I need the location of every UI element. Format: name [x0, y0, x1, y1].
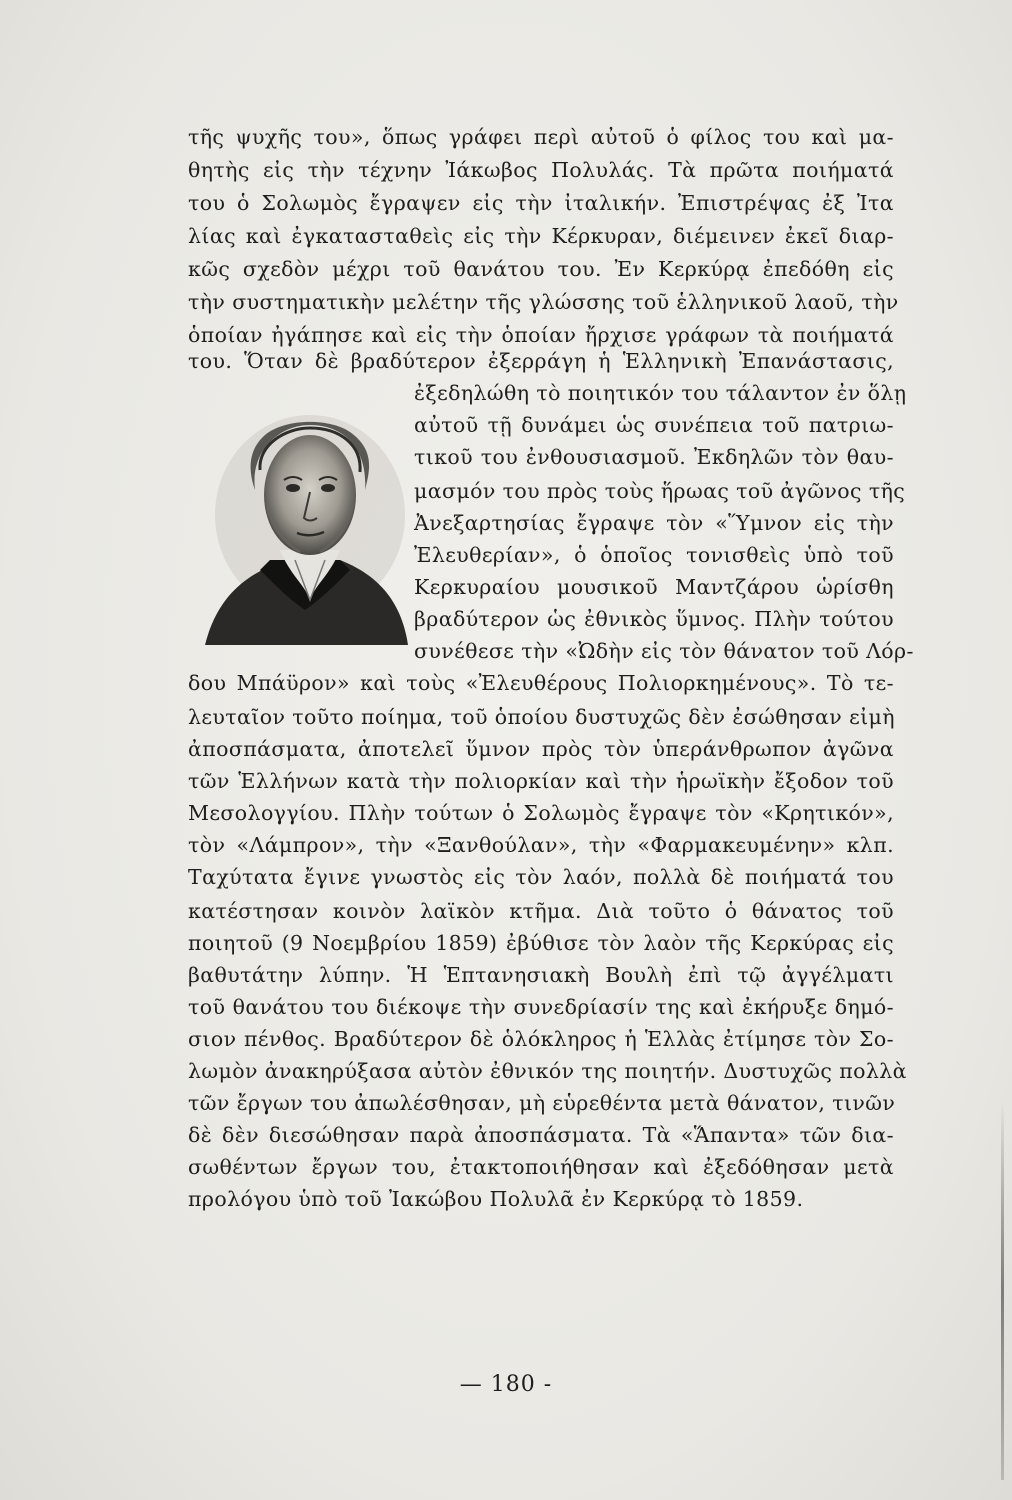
- tail-line-2: λευταῖον τοῦτο ποίημα, τοῦ ὁποίου δυστυχῶς δὲν ἐσώθησαν εἰμὴ: [188, 705, 895, 729]
- wrapped-line-8: βραδύτερον ὡς ἐθνικὸς ὕμνος. Πλὴν τούτου: [414, 607, 894, 631]
- tail-line-3: ἀποσπάσματα, ἀποτελεῖ ὕμνον πρὸς τὸν ὑπεράνθρωπον ἀγῶνα: [188, 737, 894, 761]
- tail-line-7: Ταχύτατα ἔγινε γνωστὸς εἰς τὸν λαόν, πολλὰ δὲ ποιήματά του: [188, 865, 894, 889]
- tail-line-11: τοῦ θανάτου του διέκοψε τὴν συνεδρίασίν της καὶ ἐκήρυξε δημό-: [188, 995, 894, 1019]
- text-line-4: λίας καὶ ἐγκατασταθεὶς εἰς τὴν Κέρκυραν, διέμεινεν ἐκεῖ διαρ-: [188, 224, 894, 248]
- text-line-3: του ὁ Σολωμὸς ἔγραψεν εἰς τὴν ἰταλικήν. Ἐπιστρέψας ἐξ Ἰτα: [188, 191, 894, 215]
- text-line-6: τὴν συστηματικὴν μελέτην τῆς γλώσσης τοῦ ἑλληνικοῦ λαοῦ, τὴν: [188, 290, 899, 314]
- text-line-1: τῆς ψυχῆς του», ὅπως γράφει περὶ αὐτοῦ ὁ φίλος του καὶ μα-: [188, 125, 894, 149]
- tail-line-10: βαθυτάτην λύπην. Ἡ Ἑπτανησιακὴ Βουλὴ ἐπὶ τῷ ἀγγέλματι: [188, 963, 894, 987]
- tail-line-5: Μεσολογγίου. Πλὴν τούτων ὁ Σολωμὸς ἔγραψε τὸν «Κρητικόν»,: [188, 801, 894, 825]
- text-line-5: κῶς σχεδὸν μέχρι τοῦ θανάτου του. Ἐν Κερκύρᾳ ἐπεδόθη εἰς: [188, 257, 894, 281]
- page-number: — 180 -: [459, 1372, 553, 1397]
- wrapped-line-6: Ἐλευθερίαν», ὁ ὁποῖος τονισθεὶς ὑπὸ τοῦ: [414, 543, 894, 567]
- tail-line-17: προλόγου ὑπὸ τοῦ Ἰακώβου Πολυλᾶ ἐν Κερκύρᾳ τὸ 1859.: [188, 1187, 804, 1211]
- tail-line-4: τῶν Ἑλλήνων κατὰ τὴν πολιορκίαν καὶ τὴν ἡρωϊκὴν ἔξοδον τοῦ: [188, 769, 894, 793]
- tail-line-14: τῶν ἔργων του ἀπωλέσθησαν, μὴ εὑρεθέντα μετὰ θάνατον, τινῶν: [188, 1091, 896, 1115]
- text-line-2: θητὴς εἰς τὴν τέχνην Ἰάκωβος Πολυλάς. Τὰ πρῶτα ποιήματά: [188, 158, 894, 182]
- tail-line-15: δὲ δὲν διεσώθησαν παρὰ ἀποσπάσματα. Τὰ «Ἅπαντα» τῶν δια-: [188, 1123, 894, 1147]
- page-edge-shadow: [1001, 1100, 1004, 1480]
- text-line-8: του. Ὅταν δὲ βραδύτερον ἐξερράγη ἡ Ἑλληνικὴ Ἐπανάστασις,: [188, 349, 894, 373]
- wrapped-line-7: Κερκυραίου μουσικοῦ Μαντζάρου ὡρίσθη: [414, 575, 894, 599]
- tail-line-6: τὸν «Λάμπρον», τὴν «Ξανθούλαν», τὴν «Φαρμακευμένην» κλπ.: [188, 833, 894, 857]
- text-line-7: ὁποίαν ἠγάπησε καὶ εἰς τὴν ὁποίαν ἤρχισε γράφων τὰ ποιήματά: [188, 323, 894, 347]
- tail-line-16: σωθέντων ἔργων του, ἐτακτοποιήθησαν καὶ ἐξεδόθησαν μετὰ: [188, 1155, 894, 1179]
- tail-line-9: ποιητοῦ (9 Νοεμβρίου 1859) ἐβύθισε τὸν λαὸν τῆς Κερκύρας εἰς: [188, 931, 894, 955]
- wrapped-line-2: αὐτοῦ τῇ δυνάμει ὡς συνέπεια τοῦ πατριω-: [414, 413, 894, 437]
- wrapped-line-9: συνέθεσε τὴν «Ὠδὴν εἰς τὸν θάνατον τοῦ Λόρ-: [414, 639, 914, 663]
- portrait-illustration: [200, 410, 410, 660]
- wrapped-line-5: Ἀνεξαρτησίας ἔγραψε τὸν «Ὕμνον εἰς τὴν: [414, 511, 894, 535]
- tail-line-12: σιον πένθος. Βραδύτερον δὲ ὁλόκληρος ἡ Ἑλλὰς ἐτίμησε τὸν Σο-: [188, 1027, 894, 1051]
- wrapped-line-4: μασμόν του πρὸς τοὺς ἥρωας τοῦ ἀγῶνος τῆς: [414, 479, 906, 503]
- wrapped-line-1: ἐξεδηλώθη τὸ ποιητικόν του τάλαντον ἐν ὅλῃ: [414, 381, 907, 405]
- tail-line-1: δου Μπάϋρον» καὶ τοὺς «Ἐλευθέρους Πολιορκημένους». Τὸ τε-: [188, 671, 894, 695]
- tail-line-8: κατέστησαν κοινὸν λαϊκὸν κτῆμα. Διὰ τοῦτο ὁ θάνατος τοῦ: [188, 899, 894, 923]
- tail-line-13: λωμὸν ἀνακηρύξασα αὐτὸν ἐθνικόν της ποιητήν. Δυστυχῶς πολλὰ: [188, 1059, 907, 1083]
- wrapped-line-3: τικοῦ του ἐνθουσιασμοῦ. Ἐκδηλῶν τὸν θαυ-: [414, 445, 894, 469]
